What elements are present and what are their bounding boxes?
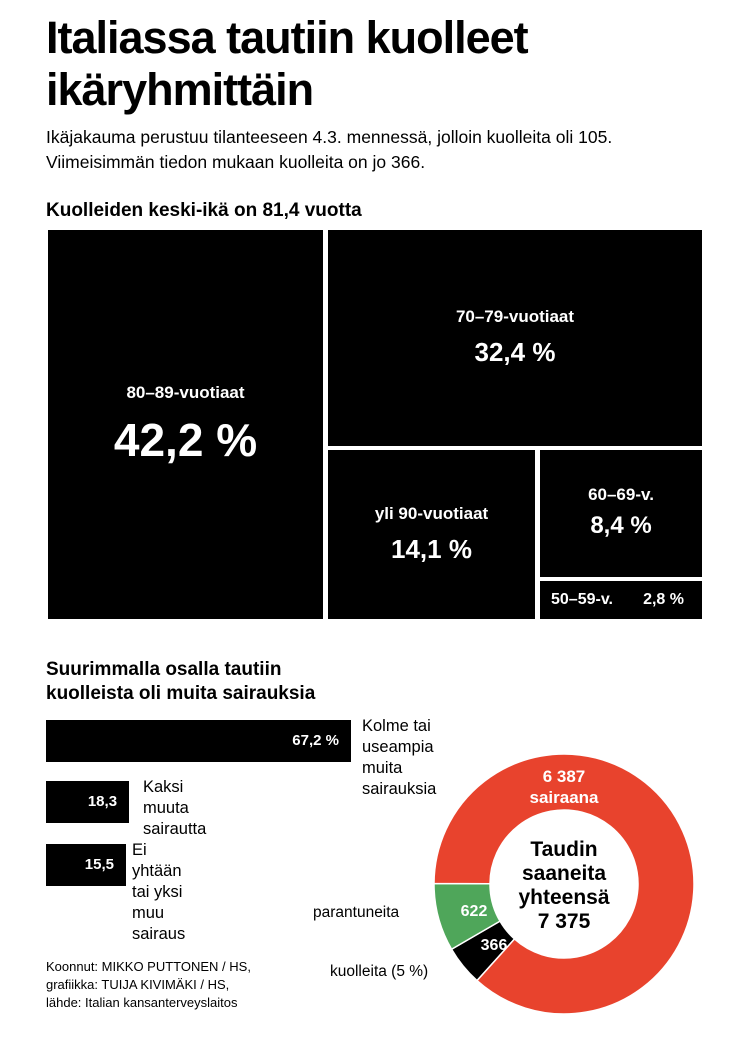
bar: 67,2 % <box>46 720 351 762</box>
donut-center-line-4: 7 375 <box>537 910 591 933</box>
recovered-value: 622 <box>460 903 488 920</box>
tile-label: 50–59-v. <box>551 591 613 608</box>
bar-label-line-2: muu sairaus <box>132 904 186 943</box>
bar-label-line-2: sairautta <box>143 820 207 838</box>
bar-label-line-1: Kaksi muuta <box>143 778 189 817</box>
credits-line-2: grafiikka: TUIJA KIVIMÄKI / HS, <box>46 977 230 992</box>
bar-label-line-1: Ei yhtään tai yksi <box>132 841 183 901</box>
tile-label: 70–79-vuotiaat <box>455 307 575 326</box>
donut-chart <box>420 720 740 1020</box>
subtitle-line-2: Viimeisimmän tiedon mukaan kuolleita on jo 366. <box>46 152 426 172</box>
sick-value: 6 387 <box>542 767 586 786</box>
recovered-annotation: parantuneita <box>313 904 400 921</box>
bar-label-line-1: Kolme tai useampia <box>362 717 434 756</box>
tile-label: 80–89-vuotiaat <box>126 382 245 402</box>
treemap-tile-50-59 <box>540 581 702 619</box>
tile-value: 2,8 % <box>643 591 684 608</box>
title-line-2: ikäryhmittäin <box>46 64 314 115</box>
subtitle-line-1: Ikäjakauma perustuu tilanteeseen 4.3. mennessä, jolloin kuolleita oli 105. <box>46 127 613 147</box>
donut-center-line-2: saaneita <box>521 862 607 885</box>
credits <box>46 958 251 1012</box>
donut-center-line-3: yhteensä <box>518 886 610 909</box>
bars-heading-line-1: Suurimmalla osalla tautiin <box>46 659 282 680</box>
bar-label-line-2: muita sairauksia <box>362 759 437 798</box>
credits-line-3: lähde: Italian kansanterveyslaitos <box>46 995 238 1010</box>
credits-line-1: Koonnut: MIKKO PUTTONEN / HS, <box>46 959 251 974</box>
title-line-1: Italiassa tautiin kuolleet <box>46 12 528 63</box>
bar: 15,5 <box>46 844 126 886</box>
treemap-tile-over-90 <box>328 450 535 619</box>
bar: 18,3 <box>46 781 129 823</box>
dead-annotation: kuolleita (5 %) <box>330 963 429 980</box>
tile-label: 60–69-v. <box>588 484 654 504</box>
treemap-tile-60-69 <box>540 450 702 577</box>
bars-heading-line-2: kuolleista oli muita sairauksia <box>46 683 316 704</box>
sick-label: sairaana <box>529 788 599 807</box>
tile-value: 42,2 % <box>113 413 258 466</box>
page-title <box>46 12 726 116</box>
dead-value: 366 <box>480 937 508 954</box>
tile-label: yli 90-vuotiaat <box>374 503 489 523</box>
donut-center-line-1: Taudin <box>530 838 598 861</box>
treemap-tile-80-89 <box>48 230 323 619</box>
tile-value: 14,1 % <box>391 533 472 564</box>
tile-value: 32,4 % <box>474 337 556 367</box>
treemap-heading: Kuolleiden keski-ikä on 81,4 vuotta <box>46 200 362 221</box>
bars-heading <box>46 658 466 706</box>
bar-label <box>143 777 206 840</box>
tile-value: 8,4 % <box>590 511 652 539</box>
bar-label <box>132 840 185 945</box>
subtitle <box>46 125 726 175</box>
treemap-tile-70-79 <box>328 230 702 446</box>
